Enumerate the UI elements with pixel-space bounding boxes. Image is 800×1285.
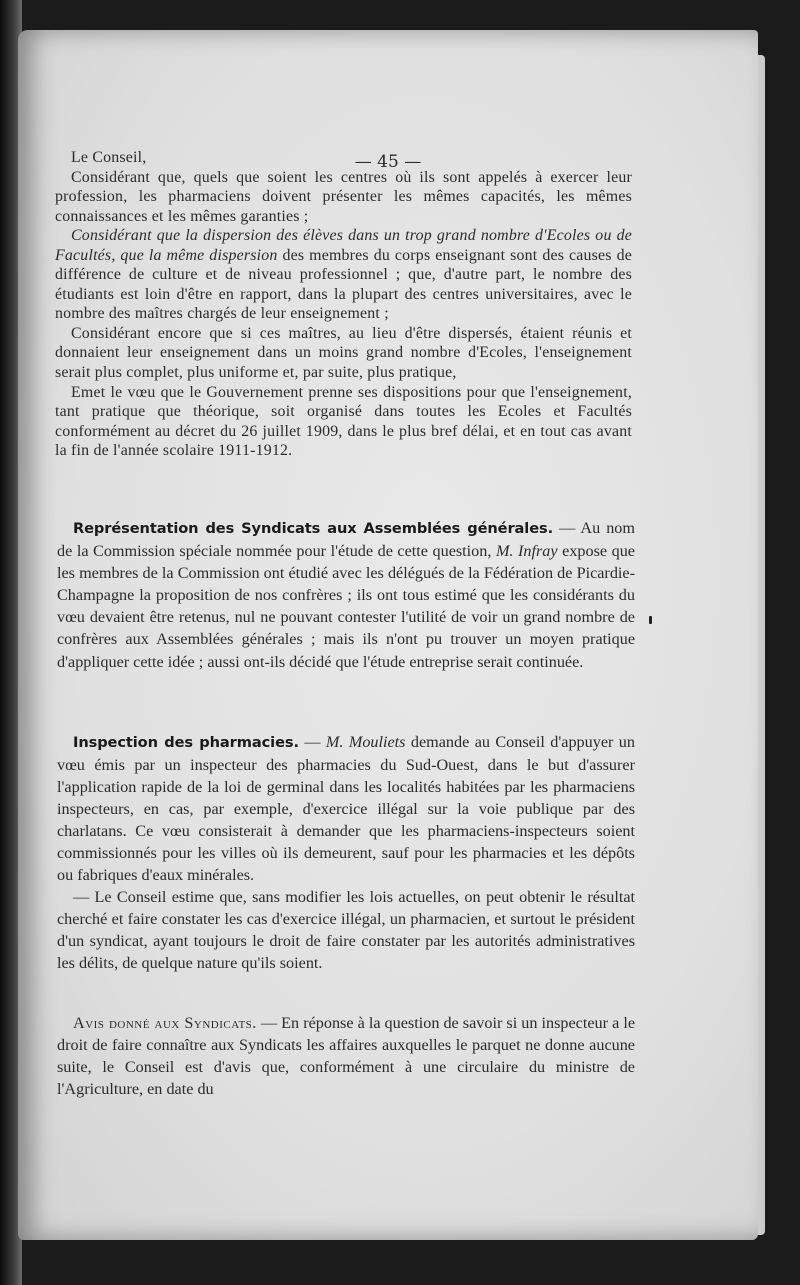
section-representation bbox=[57, 517, 635, 673]
paragraph: Emet le vœu que le Gouvernement prenne ses dispositions pour que l'enseignement, tant pratique que théorique, soit organisé dans toutes les Ecoles et Facultés conformément au décret du 26 juillet 1909, dans le plus bref délai, et en tout cas avant la fin de l'année scolaire 1911-1912. bbox=[55, 383, 632, 460]
paragraph-text: — bbox=[298, 733, 326, 751]
paragraph-text: des membres du corps enseignant sont des causes de différence de culture et de niveau professionnel ; que, d'autre part, le nombre des étudiants est loin d'être en rapport, dans la plupart des centres universitaires, avec le nombre des maîtres chargés de leur enseignement ; bbox=[55, 246, 632, 323]
paragraph bbox=[57, 731, 635, 886]
paragraph-text: demande au Conseil d'appuyer un vœu émis par un inspecteur des pharmacies du Sud-Ouest, dans le but d'assurer l'application rapide de la loi de germinal dans les localités habitées par les pharmaciens inspecteurs, en cas, par exemple, d'exercice illégal sur la voie publique par des charlatans. Ce vœu consisterait à demander que les pharmaciens-inspecteurs soient commissionnés pour les villes où ils demeurent, sauf pour les pharmacies et les dépôts ou fabriques d'eaux minérales. bbox=[57, 733, 635, 884]
margin-mark bbox=[649, 616, 652, 624]
paragraph bbox=[57, 517, 635, 673]
italic-text: Considérant que la dispersion des élèves dans un trop grand nombre d'Ecoles ou de Facultés, que la même dispersion bbox=[55, 227, 632, 264]
paragraph: Le Conseil, bbox=[71, 149, 147, 166]
page-number: — 45 — bbox=[354, 152, 422, 172]
section-heading: Avis donné aux Syndicats. bbox=[73, 1014, 257, 1032]
person-name: M. Mouliets bbox=[325, 733, 406, 751]
paragraph-text: — Au nom de la Commission spéciale nommée pour l'étude de cette question, bbox=[57, 519, 635, 561]
paragraph-text: expose que les membres de la Commission ont étudié avec les délégués de la Fédération de Picardie-Champagne la proposition de nos confrères ; ils ont tous estimé que les considérants du vœu devaient être retenus, nul ne pouvant contester l'utilité de voir un grand nombre de confrères aux Assemblées générales ; mais ils n'ont pu trouver un moyen pratique d'appliquer cette idée ; aussi ont-ils décidé que l'étude entreprise serait continuée. bbox=[57, 542, 635, 671]
paragraph: Considérant que, quels que soient les centres où ils sont appelés à exercer leur profession, les pharmaciens doivent présenter les mêmes capacités, les mêmes connaissances et les mêmes garanties ; bbox=[55, 168, 632, 225]
section-avis bbox=[57, 1012, 635, 1100]
paragraph: Considérant encore que si ces maîtres, au lieu d'être dispersés, étaient réunis et donnaient leur enseignement dans un moins grand nombre d'Ecoles, l'enseignement serait plus complet, plus uniforme et, par suite, plus pratique, bbox=[55, 324, 632, 382]
section-heading: Inspection des pharmacies. bbox=[73, 734, 299, 751]
resolution-block bbox=[55, 148, 632, 461]
section-heading: Représentation des Syndicats aux Assemblées générales. bbox=[73, 520, 554, 537]
paragraph: — Le Conseil estime que, sans modifier les lois actuelles, on peut obtenir le résultat cherché et faire constater les cas d'exercice illégal, un pharmacien, et surtout le président d'un syndicat, ayant toujours le droit de faire constater par les autorités administratives les délits, de quelque nature qu'ils soient. bbox=[57, 888, 635, 972]
paragraph bbox=[55, 226, 632, 324]
paragraph bbox=[57, 1012, 635, 1100]
paragraph-text: — En réponse à la question de savoir si un inspecteur a le droit de faire connaître aux Syndicats les affaires auxquelles le parquet ne donne aucune suite, le Conseil est d'avis que, conformément à une circulaire du ministre de l'Agriculture, en date du bbox=[57, 1014, 635, 1099]
section-inspection bbox=[57, 731, 635, 974]
person-name: M. Infray bbox=[495, 542, 558, 561]
